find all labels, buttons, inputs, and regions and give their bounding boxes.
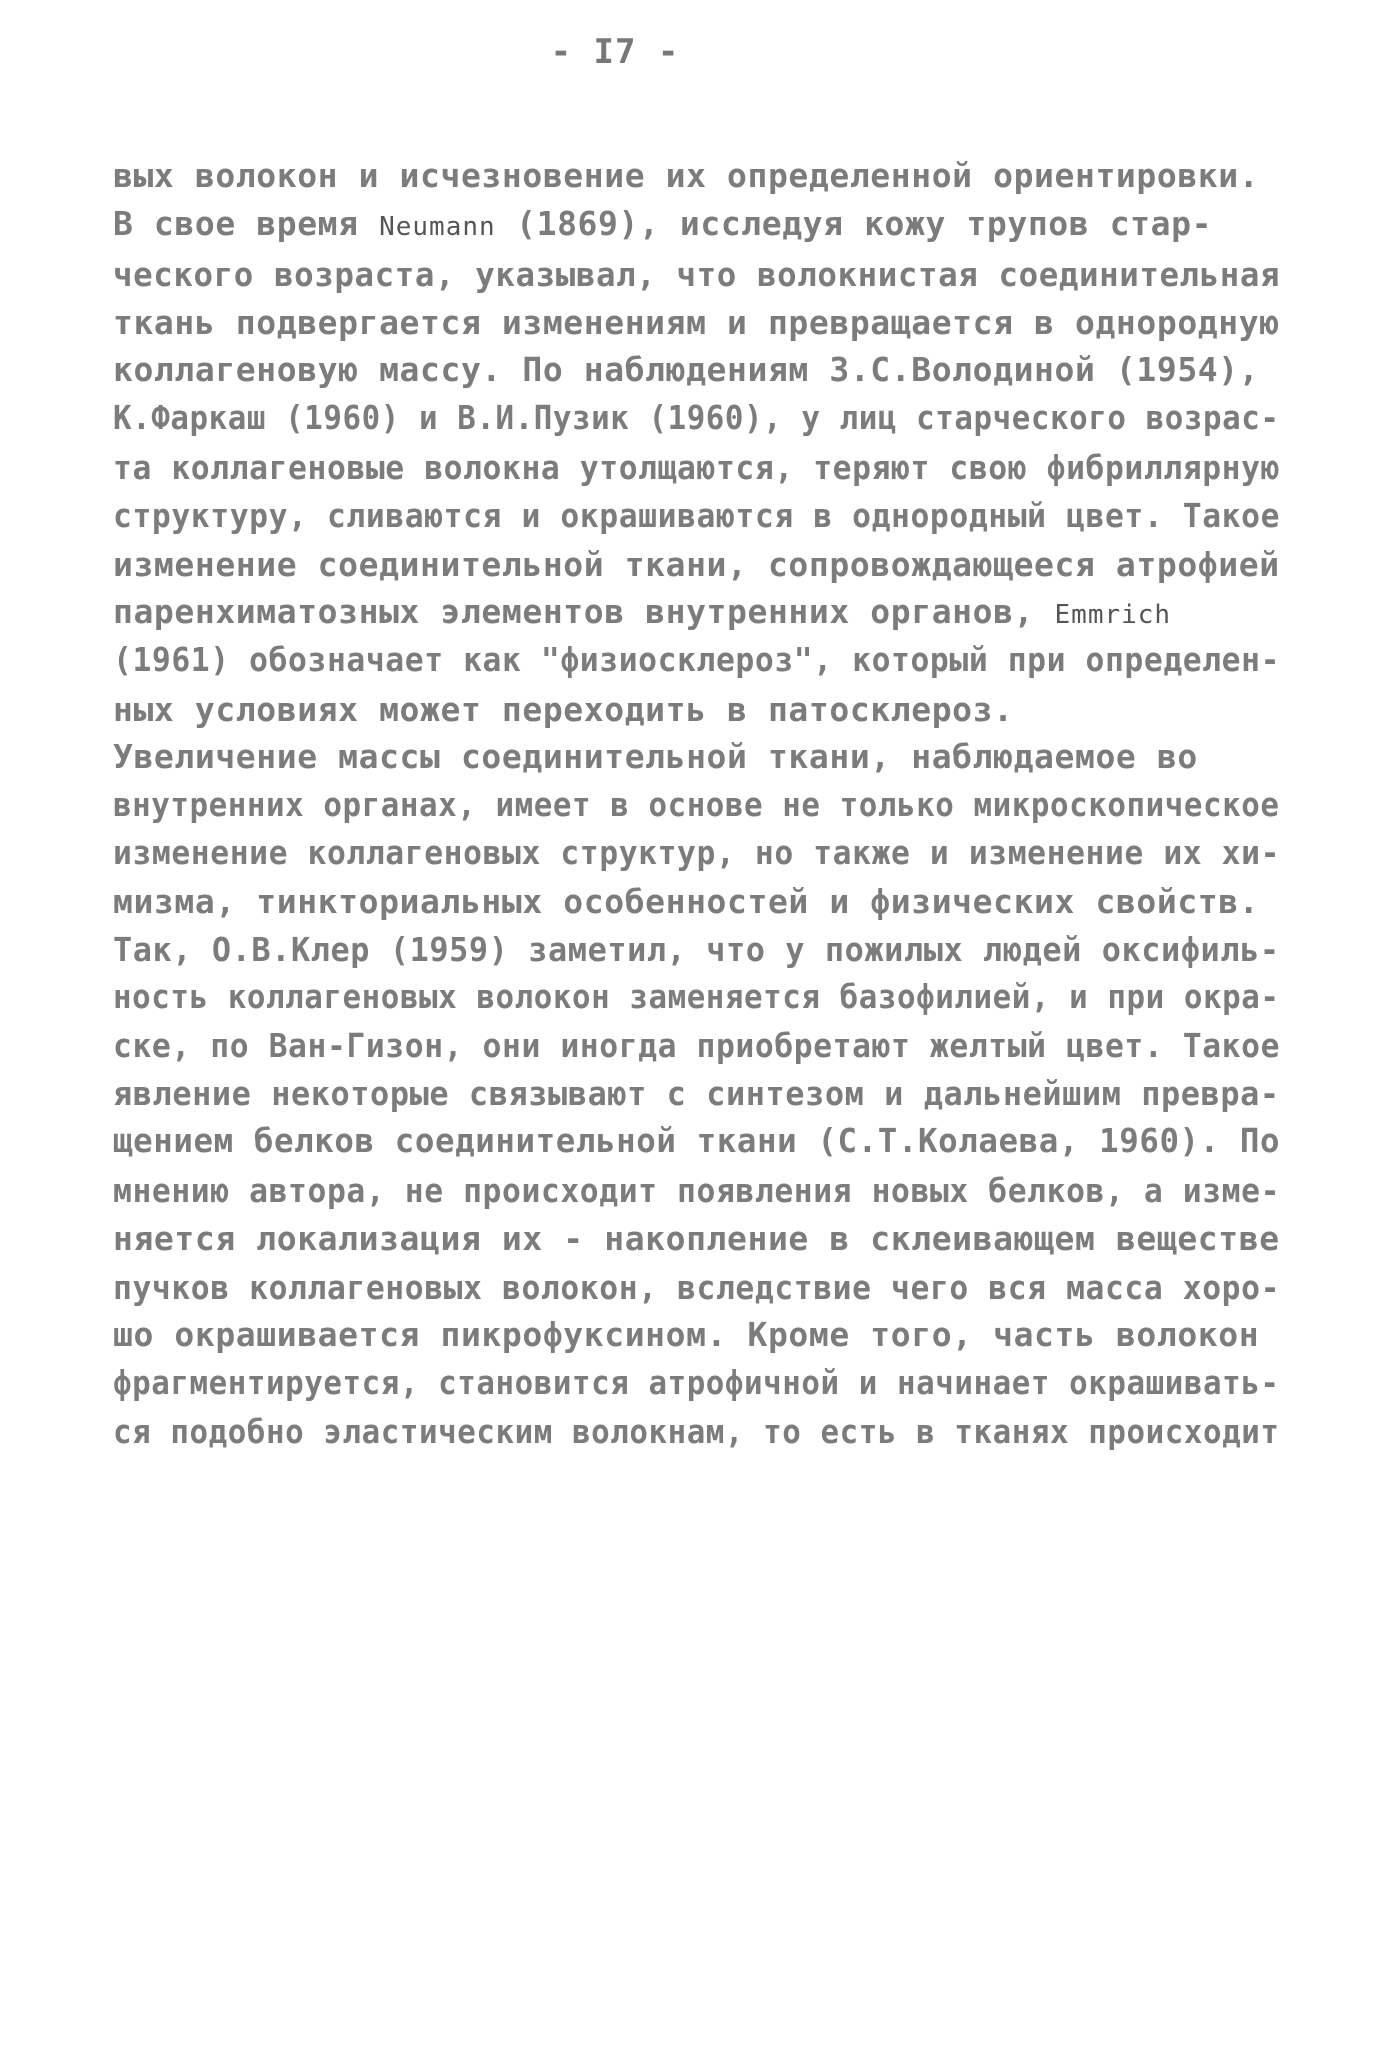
latin-author-name: Emmrich xyxy=(1054,600,1172,630)
text-line: та коллагеновые волокна утолщаются, теряют свою фибриллярную xyxy=(113,448,1281,487)
text-line: К.Фаркаш (1960) и В.И.Пузик (1960), у лиц старческого возрас- xyxy=(113,398,1280,437)
text-line: мнению автора, не происходит появления новых белков, а изме- xyxy=(113,1171,1281,1210)
text-line: изменение коллагеновых структур, но также и изменение их хи- xyxy=(113,833,1281,872)
text-line: (1961) обозначает как "физиосклероз", который при определен- xyxy=(113,640,1281,679)
text-segment: (1869), исследуя кожу трупов стар- xyxy=(495,204,1213,243)
text-line: ность коллагеновых волокон заменяется базофилией, и при окра- xyxy=(113,977,1280,1016)
text-line: няется локализация их - накопление в склеивающем веществе xyxy=(113,1219,1280,1258)
text-line: ся подобно эластическим волокнам, то есть в тканях происходит xyxy=(113,1412,1280,1451)
text-line: Увеличение массы соединительной ткани, наблюдаемое во xyxy=(113,737,1198,776)
text-line: явление некоторые связывают с синтезом и дальнейшим превра- xyxy=(113,1074,1280,1113)
text-line: мизма, тинкториальных особенностей и физических свойств. xyxy=(113,882,1260,921)
text-line: вых волокон и исчезновение их определенной ориентировки. xyxy=(113,156,1260,195)
text-line xyxy=(113,204,1212,243)
text-line: шо окрашивается пикрофуксином. Кроме того, часть волокон xyxy=(113,1315,1260,1354)
text-segment: В свое время xyxy=(113,204,380,243)
page-number: - I7 - xyxy=(550,32,680,72)
text-line: коллагеновую массу. По наблюдениям З.С.Володиной (1954), xyxy=(113,350,1260,389)
text-line xyxy=(113,592,1171,631)
text-line: фрагментируется, становится атрофичной и начинает окрашивать- xyxy=(113,1363,1280,1402)
text-line: ческого возраста, указывал, что волокнистая соединительная xyxy=(113,255,1281,294)
latin-author-name: Neumann xyxy=(379,212,496,242)
text-line: ных условиях может переходить в патосклероз. xyxy=(113,690,1014,729)
text-line: ске, по Ван-Гизон, они иногда приобретают желтый цвет. Такое xyxy=(113,1026,1281,1065)
text-line: Так, О.В.Клер (1959) заметил, что у пожилых людей оксифиль- xyxy=(113,930,1280,969)
text-line: структуру, сливаются и окрашиваются в однородный цвет. Такое xyxy=(113,496,1281,535)
text-segment: паренхиматозных элементов внутренних органов, xyxy=(113,592,1055,631)
text-line: пучков коллагеновых волокон, вследствие чего вся масса хоро- xyxy=(113,1268,1281,1307)
text-line: внутренних органах, имеет в основе не только микроскопическое xyxy=(113,785,1280,824)
text-line: щением белков соединительной ткани (С.Т.Колаева, 1960). По xyxy=(113,1121,1281,1160)
text-line: изменение соединительной ткани, сопровождающееся атрофией xyxy=(113,545,1280,584)
text-line: ткань подвергается изменениям и превращается в однородную xyxy=(113,303,1280,342)
